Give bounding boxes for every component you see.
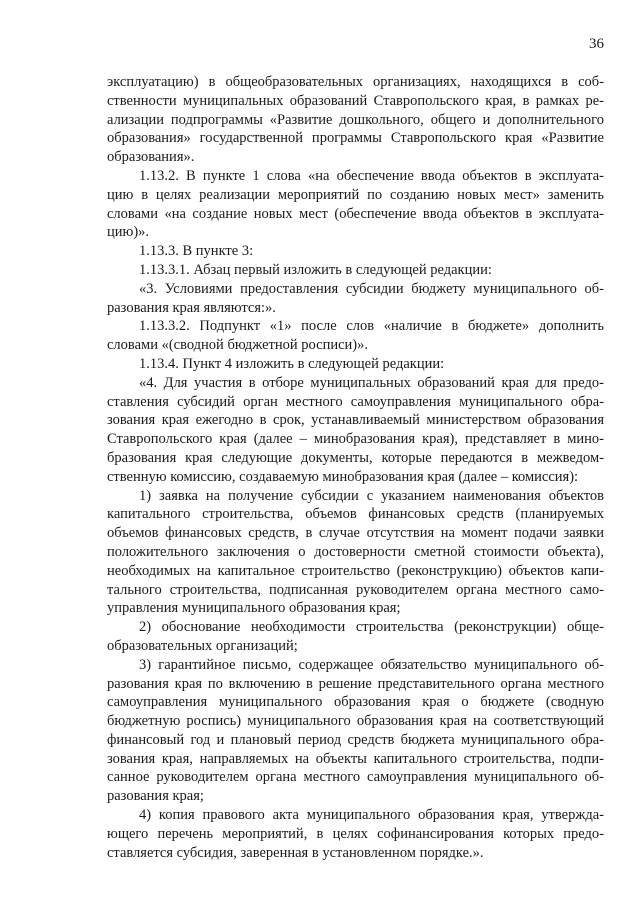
- text-line: ющего перечень мероприятий, в целях софинансирования которых предо-: [107, 825, 604, 842]
- text-line: 2) обоснование необходимости строительства (реконструкции) обще-: [139, 619, 604, 636]
- text-line: словами «(сводной бюджетной росписи)».: [107, 337, 368, 354]
- text-line: бюджетную роспись) муниципального образования края на соответствующий: [107, 713, 604, 730]
- text-line: эксплуатацию) в общеобразовательных организациях, находящихся в соб-: [107, 74, 604, 90]
- text-line: 3) гарантийное письмо, содержащее обязательство муниципального об-: [139, 656, 604, 673]
- text-line: 1.13.3. В пункте 3:: [139, 243, 254, 260]
- text-line: образования».: [107, 149, 195, 166]
- text-line: 1.13.3.1. Абзац первый изложить в следующей редакции:: [139, 261, 492, 278]
- paragraph: [107, 73, 604, 167]
- paragraph: [107, 167, 604, 242]
- text-line: ственности муниципальных образований Ставропольского края, в рамках ре-: [107, 92, 604, 109]
- text-line: разования края;: [107, 788, 204, 805]
- text-line: ализации подпрограммы «Развитие дошкольного, общего и дополнительного: [107, 111, 604, 128]
- text-line: управления муниципального образования края;: [107, 600, 401, 617]
- paragraph: [107, 280, 604, 318]
- paragraph: [107, 261, 604, 280]
- paragraph: [107, 355, 604, 374]
- paragraph: [107, 487, 604, 619]
- page-number: 36: [589, 36, 604, 52]
- text-line: необходимых на капитальное строительство (реконструкцию) объектов капи-: [107, 562, 604, 579]
- paragraph: [107, 317, 604, 355]
- text-line: бразования края следующие документы, которые передаются в межведом-: [107, 449, 604, 466]
- text-line: цию в целях реализации мероприятий по созданию новых мест» заменить: [107, 186, 604, 203]
- text-line: образования» государственной программы Ставропольского края «Развитие: [107, 130, 604, 147]
- text-line: ственную комиссию, создаваемую минобразования края (далее – комиссия):: [107, 468, 579, 485]
- text-line: «4. Для участия в отборе муниципальных образований края для предо-: [139, 374, 604, 391]
- text-line: зования края, направляемых на объекты капитального строительства, подпи-: [107, 750, 604, 767]
- text-line: «3. Условиями предоставления субсидии бюджету муниципального об-: [139, 280, 604, 297]
- text-line: самоуправления муниципального образования края о бюджете (сводную: [107, 694, 604, 711]
- text-line: тального строительства, подписанная руководителем органа местного само-: [107, 581, 604, 598]
- text-line: объемов финансовых средств, в случае отсутствия на момент подачи заявки: [107, 525, 604, 542]
- text-line: капитального строительства, объемов финансовых средств (планируемых: [107, 506, 604, 523]
- text-line: 1.13.4. Пункт 4 изложить в следующей редакции:: [139, 355, 445, 372]
- text-line: разования края по включению в решение представительного органа местного: [107, 675, 604, 692]
- text-line: цию)».: [107, 224, 150, 241]
- text-line: ставления субсидий орган местного самоуправления муниципального обра-: [107, 393, 604, 410]
- paragraph: [107, 374, 604, 487]
- paragraph: [107, 618, 604, 656]
- document-body: [107, 73, 604, 862]
- text-line: разования края являются:».: [107, 299, 276, 316]
- paragraph: [107, 242, 604, 261]
- text-line: санное руководителем органа местного самоуправления муниципального об-: [107, 769, 604, 786]
- text-line: 4) копия правового акта муниципального образования края, утвержда-: [139, 807, 604, 824]
- text-line: ставляется субсидия, заверенная в установленном порядке.».: [107, 844, 484, 861]
- text-line: положительного заключения о достоверности сметной стоимости объекта),: [107, 543, 604, 560]
- text-line: Ставропольского края (далее – минобразования края), представляет в мино-: [107, 431, 604, 448]
- text-line: 1.13.3.2. Подпункт «1» после слов «наличие в бюджете» дополнить: [139, 318, 604, 335]
- text-line: 1.13.2. В пункте 1 слова «на обеспечение ввода объектов в эксплуата-: [139, 167, 604, 184]
- text-line: словами «на создание новых мест (обеспечение ввода объектов в эксплуата-: [107, 205, 604, 222]
- text-line: образовательных организаций;: [107, 637, 298, 654]
- text-line: 1) заявка на получение субсидии с указанием наименования объектов: [139, 487, 604, 504]
- text-line: финансовый год и плановый период средств бюджета муниципального обра-: [107, 731, 604, 748]
- text-line: зования края ежегодно в срок, устанавливаемый министерством образования: [107, 412, 604, 429]
- paragraph: [107, 656, 604, 806]
- paragraph: [107, 806, 604, 862]
